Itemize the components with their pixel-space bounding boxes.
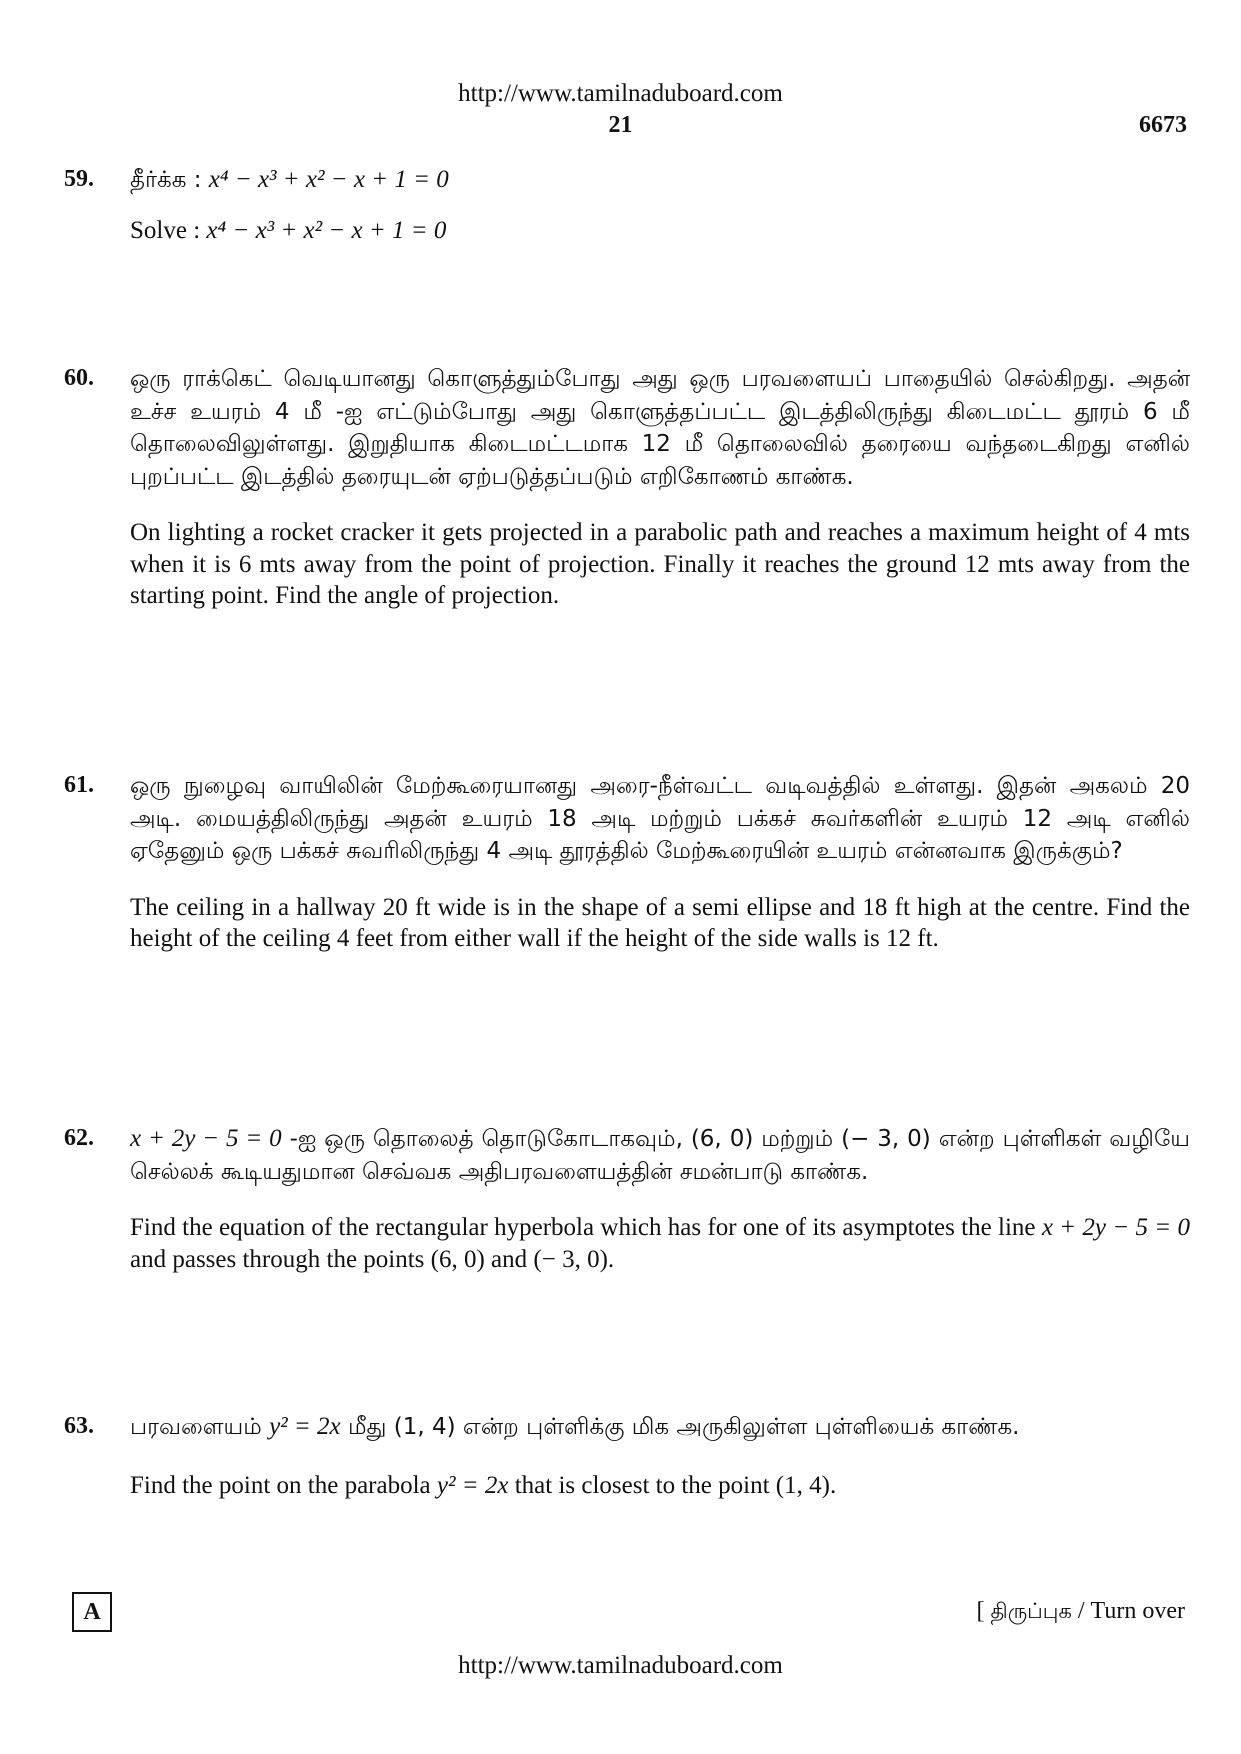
question-english-before: Find the point on the parabola	[130, 1471, 431, 1499]
question-tamil	[130, 164, 1190, 197]
question-english	[130, 1212, 1190, 1275]
asymptote-equation: x + 2y − 5 = 0	[1041, 1214, 1190, 1241]
question-tamil-after: மீது (1, 4) என்ற புள்ளிக்கு மிக அருகிலுள்ள புள்ளியைக் காண்க.	[347, 1414, 1020, 1440]
parabola-equation: y² = 2x	[269, 1413, 341, 1440]
equation: x⁴ − x³ + x² − x + 1 = 0	[208, 166, 449, 193]
question-tamil: ஒரு ராக்கெட் வெடியானது கொளுத்தும்போது அது ஒரு பரவளையப் பாதையில் செல்கிறது. அதன் உச்ச உயரம் 4 மீ -ஐ எட்டும்போது அது கொளுத்தப்பட்ட இடத்திலிருந்து கிடைமட்ட தூரம் 6 மீ தொலைவிலுள்ளது. இறுதியாக கிடைமட்டமாக 12 மீ தொலைவில் தரையை வந்தடைகிறது எனில் புறப்பட்ட இடத்தில் தரையுடன் ஏற்படுத்தப்படும் எறிகோணம் காண்க.	[130, 366, 1190, 490]
turn-over	[977, 1598, 1185, 1626]
asymptote-equation: x + 2y − 5 = 0	[130, 1125, 282, 1152]
question-tamil: ஒரு நுழைவு வாயிலின் மேற்கூரையானது அரை-நீள்வட்ட வடிவத்தில் உள்ளது. இதன் அகலம் 20 அடி. மையத்திலிருந்து அதன் உயரம் 18 அடி மற்றும் பக்கச் சுவர்களின் உயரம் 12 அடி எனில் ஏதேனும் ஒரு பக்கச் சுவரிலிருந்து 4 அடி தூரத்தில் மேற்கூரையின் உயரம் என்னவாக இருக்கும்?	[130, 773, 1190, 864]
series-box: A	[72, 1592, 112, 1632]
question-number: 61.	[64, 772, 94, 798]
turn-over-separator: /	[1077, 1598, 1085, 1624]
question-english-after: that is closest to the point (1, 4).	[514, 1471, 837, 1499]
solve-label-english: Solve :	[130, 216, 201, 244]
question-english	[130, 1470, 1190, 1502]
question-english: The ceiling in a hallway 20 ft wide is in the shape of a semi ellipse and 18 ft high at the centre. Find the height of the ceiling 4 feet from either wall if the height of the side walls is 12 ft.	[130, 893, 1190, 952]
paper-code: 6673	[1139, 112, 1187, 138]
question-tamil-before: பரவளையம்	[130, 1414, 262, 1440]
question-tamil	[130, 1123, 1190, 1188]
question-english	[130, 215, 1190, 247]
question-tamil-text: -ஐ ஒரு தொலைத் தொடுகோடாகவும், (6, 0) மற்றும் (− 3, 0) என்ற புள்ளிகள் வழியே செல்லக் கூடியதுமான செவ்வக அதிபரவளையத்தின் சமன்பாடு காண்க.	[130, 1126, 1190, 1185]
question-tamil	[130, 1411, 1190, 1444]
question-english-before: Find the equation of the rectangular hyperbola which has for one of its asymptotes the line	[130, 1214, 1036, 1241]
question-number: 62.	[64, 1125, 94, 1151]
header-url: http://www.tamilnaduboard.com	[458, 80, 783, 107]
footer-url: http://www.tamilnaduboard.com	[458, 1652, 783, 1679]
parabola-equation: y² = 2x	[436, 1471, 509, 1499]
question-english: On lighting a rocket cracker it gets projected in a parabolic path and reaches a maximum height of 4 mts when it is 6 mts away from the point of projection. Finally it reaches the ground 12 mts away from the starting point. Find the angle of projection.	[130, 519, 1190, 609]
equation: x⁴ − x³ + x² − x + 1 = 0	[206, 216, 447, 244]
question-number: 60.	[64, 365, 94, 391]
question-english-after: and passes through the points (6, 0) and (− 3, 0).	[130, 1245, 615, 1273]
question-number: 59.	[64, 166, 94, 192]
page-number: 21	[608, 112, 633, 138]
turn-over-bracket: [	[976, 1598, 985, 1624]
turn-over-tamil: திருப்புக	[990, 1599, 1072, 1623]
solve-label-tamil: தீர்க்க :	[130, 167, 202, 193]
turn-over-english: Turn over	[1090, 1598, 1185, 1624]
question-number: 63.	[64, 1413, 94, 1439]
